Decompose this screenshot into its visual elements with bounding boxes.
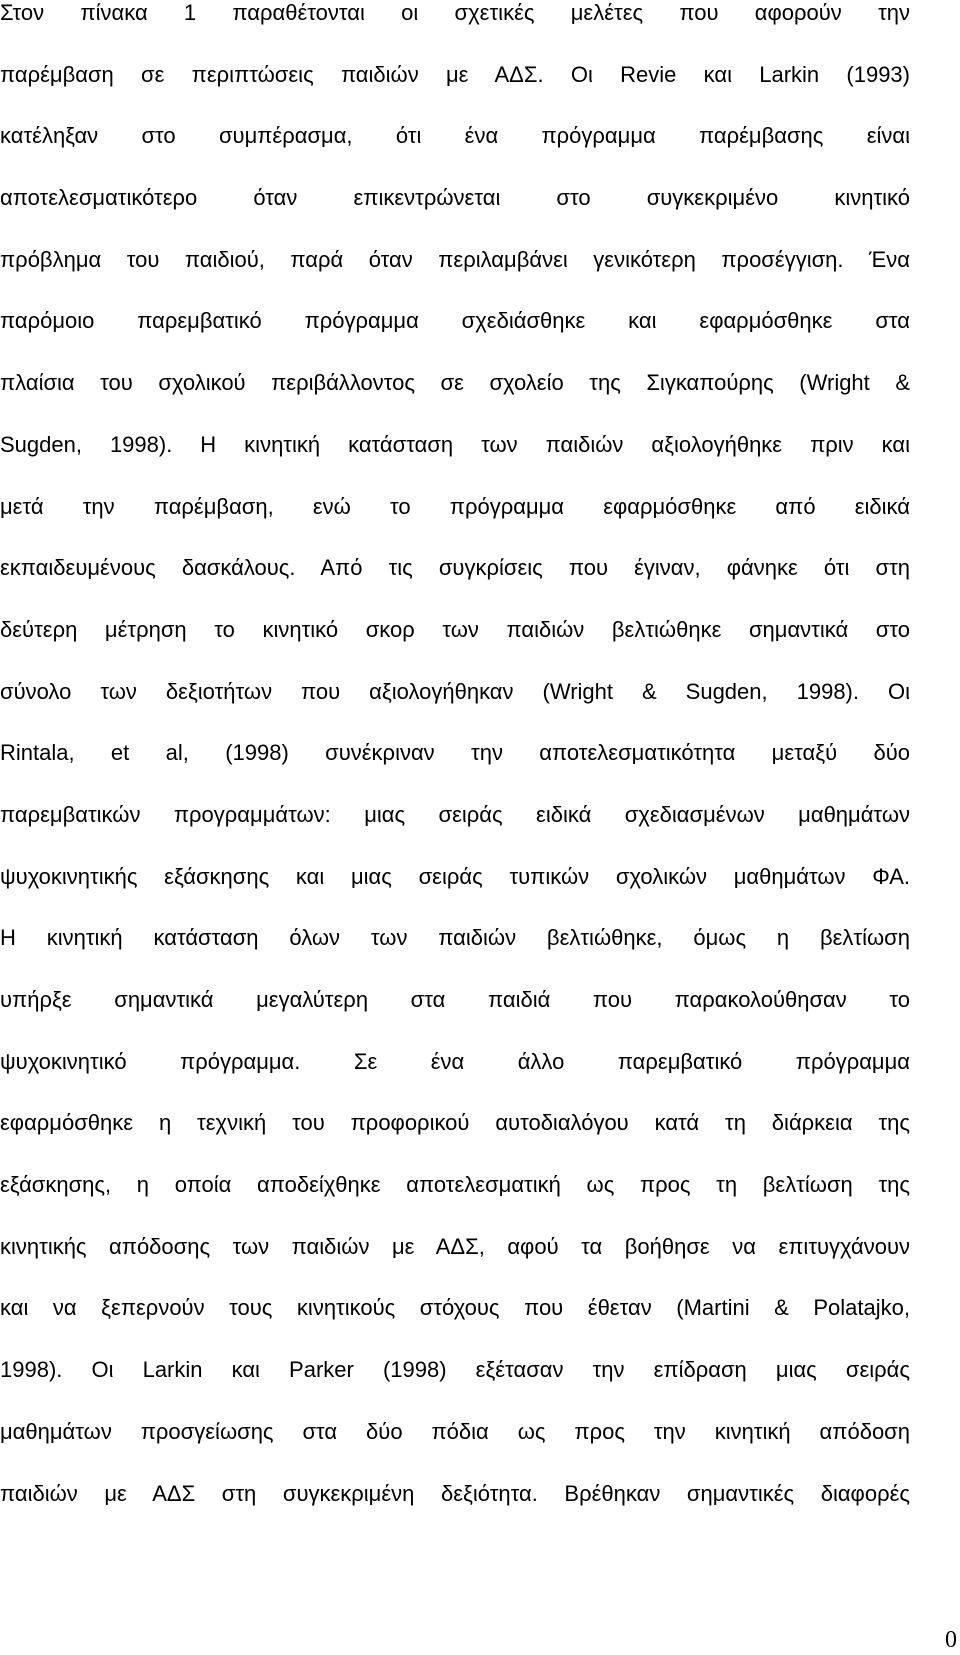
text-line: εξάσκησης, η οποία αποδείχθηκε αποτελεσματική ως προς τη βελτίωση της xyxy=(0,1172,910,1198)
text-line: κινητικής απόδοσης των παιδιών με ΑΔΣ, αφού τα βοήθησε να επιτυγχάνουν xyxy=(0,1233,910,1259)
text-line: εφαρμόσθηκε η τεχνική του προφορικού αυτοδιαλόγου κατά τη διάρκεια της xyxy=(0,1110,910,1136)
text-line: Rintala, et al, (1998) συνέκριναν την αποτελεσματικότητα μεταξύ δύο xyxy=(0,740,910,766)
text-line: υπήρξε σημαντικά μεγαλύτερη στα παιδιά που παρακολούθησαν το xyxy=(0,987,910,1012)
text-line: μαθημάτων προσγείωσης στα δύο πόδια ως προς την κινητική απόδοση xyxy=(0,1418,910,1444)
text-line: Η κινητική κατάσταση όλων των παιδιών βελτιώθηκε, όμως η βελτίωση xyxy=(0,925,910,951)
text-line: ψυχοκινητικό πρόγραμμα. Σε ένα άλλο παρεμβατικό πρόγραμμα xyxy=(0,1048,910,1074)
text-line: αποτελεσματικότερο όταν επικεντρώνεται στο συγκεκριμένο κινητικό xyxy=(0,185,910,211)
text-line: δεύτερη μέτρηση το κινητικό σκορ των παιδιών βελτιώθηκε σημαντικά στο xyxy=(0,616,910,642)
text-line: πλαίσια του σχολικού περιβάλλοντος σε σχολείο της Σιγκαπούρης (Wright & xyxy=(0,370,910,396)
text-line: παρεμβατικών προγραμμάτων: μιας σειράς ειδικά σχεδιασμένων μαθημάτων xyxy=(0,801,910,827)
text-line: παρέμβαση σε περιπτώσεις παιδιών με ΑΔΣ. Οι Revie και Larkin (1993) xyxy=(0,61,910,87)
text-line: σύνολο των δεξιοτήτων που αξιολογήθηκαν (Wright & Sugden, 1998). Οι xyxy=(0,678,910,704)
text-line: εκπαιδευμένους δασκάλους. Από τις συγκρίσεις που έγιναν, φάνηκε ότι στη xyxy=(0,555,910,581)
text-line: Στον πίνακα 1 παραθέτονται οι σχετικές μελέτες που αφορούν την xyxy=(0,0,910,25)
text-line: πρόβλημα του παιδιού, παρά όταν περιλαμβάνει γενικότερη προσέγγιση. Ένα xyxy=(0,246,910,272)
text-line: Sugden, 1998). Η κινητική κατάσταση των παιδιών αξιολογήθηκε πριν και xyxy=(0,431,910,457)
text-line: κατέληξαν στο συμπέρασμα, ότι ένα πρόγραμμα παρέμβασης είναι xyxy=(0,123,910,149)
text-line: και να ξεπερνούν τους κινητικούς στόχους που έθεταν (Martini & Polatajko, xyxy=(0,1295,910,1321)
text-line: 1998). Οι Larkin και Parker (1998) εξέτασαν την επίδραση μιας σειράς xyxy=(0,1357,910,1383)
page-number: 0 xyxy=(945,1627,957,1653)
text-line: παιδιών με ΑΔΣ στη συγκεκριμένη δεξιότητα. Βρέθηκαν σημαντικές διαφορές xyxy=(0,1480,910,1506)
text-line: παρόμοιο παρεμβατικό πρόγραμμα σχεδιάσθηκε και εφαρμόσθηκε στα xyxy=(0,308,910,334)
text-line: μετά την παρέμβαση, ενώ το πρόγραμμα εφαρμόσθηκε από ειδικά xyxy=(0,493,910,519)
text-line: ψυχοκινητικής εξάσκησης και μιας σειράς τυπικών σχολικών μαθημάτων ΦΑ. xyxy=(0,863,910,889)
